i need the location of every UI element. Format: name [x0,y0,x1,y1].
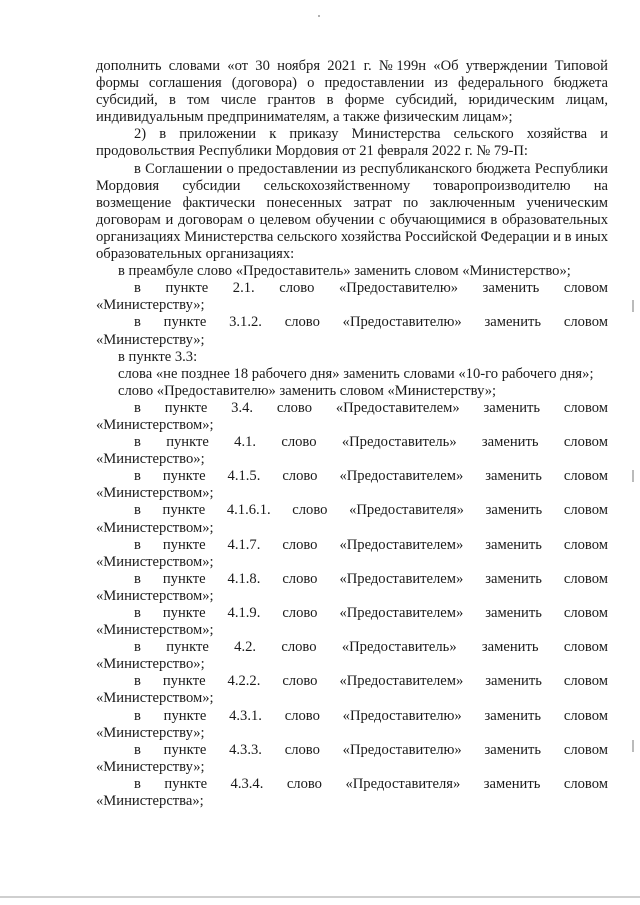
new-word: «Министерство»; [96,656,205,673]
word-label: слово [286,775,322,792]
new-word: «Министерством»; [96,622,214,639]
amendment-line [96,434,608,451]
with-word: словом [563,536,608,553]
word-label: слово [281,434,317,451]
replace-verb: заменить [484,314,542,331]
point-number: 4.1.5. [227,468,261,485]
word-label: слово [292,502,328,519]
paragraph-agreement: в Соглашении о предоставлении из республиканского бюджета Республики Мордовия субсидии сельскохозяйственному товаропроизводителю на возмещение фактически понесенных затрат по заключенным ученическим договорам и договорам о целевом обучении с обучающимися в образовательных организациях Министерства сельского хозяйства Российской Федерации и в иных образовательных организациях: [96,160,608,263]
document-body [96,58,608,810]
amendment-item [96,537,608,571]
replace-verb: заменить [485,673,542,690]
with-word: словом [563,502,608,519]
word-label: слово [284,707,320,724]
amendment-list-2 [96,400,608,810]
new-word: «Министерством»; [96,485,214,502]
word-label: слово [281,639,317,656]
old-word: «Предоставителем» [339,673,464,690]
amendment-line [96,708,608,725]
old-word: «Предоставитель» [341,434,457,451]
with-word: словом [563,605,608,621]
point-number: 4.2.2. [227,673,261,690]
old-word: «Предоставителю» [342,707,462,724]
paragraph-item-2: 2) в приложении к приказу Министерства сельского хозяйства и продовольствия Республики Мордовия от 21 февраля 2022 г. № 79-П: [96,126,608,160]
with-word: словом [563,280,608,297]
scan-edge-mark [632,470,634,482]
amendment-item [96,571,608,605]
word-label: слово [282,536,318,553]
with-word: словом [563,673,608,690]
with-word: словом [563,775,608,792]
amendment-line [96,742,608,759]
scan-speck [318,15,320,17]
amendment-line [96,468,608,485]
word-label: слово [282,468,318,485]
replace-verb: заменить [483,775,541,792]
point-word: пункте [162,536,206,553]
with-word: словом [563,468,608,485]
amendment-line [96,673,608,690]
point-number: 4.1.6.1. [226,502,271,519]
amendment-item [96,314,608,348]
new-word: «Министерству»; [96,297,205,314]
amendment-item [96,742,608,776]
old-word: «Предоставителем» [339,605,464,621]
new-word: «Министерством»; [96,416,214,433]
preposition: в [134,570,141,587]
point-number: 3.1.2. [229,314,262,331]
amendment-item [96,605,608,639]
point-3-3-change-a: слова «не позднее 18 рабочего дня» заменить словами «10-го рабочего дня»; [118,365,594,382]
amendment-item [96,434,608,468]
scan-edge-mark [632,740,634,752]
old-word: «Предоставителю» [339,280,459,297]
point-number: 4.3.1. [229,707,262,724]
preposition: в [134,673,141,690]
point-word: пункте [162,605,206,621]
point-word: пункте [164,399,208,416]
amendment-list-1 [96,280,608,348]
point-number: 4.1. [234,434,257,451]
with-word: словом [563,434,608,451]
old-word: «Предоставителем» [339,468,464,485]
word-label: слово [282,605,318,621]
point-word: пункте [162,468,206,485]
point-3-3-change-b: слово «Предоставителю» заменить словом «Министерству»; [118,382,497,399]
preposition: в [134,434,141,451]
replace-verb: заменить [484,741,542,758]
amendment-item [96,639,608,673]
word-label: слово [284,314,320,331]
replace-verb: заменить [485,536,542,553]
word-label: слово [276,399,313,416]
with-word: словом [563,399,608,416]
new-word: «Министерство»; [96,451,205,468]
amendment-item [96,776,608,810]
paragraph-preamble: в преамбуле слово «Предоставитель» заменить словом «Министерство»; [118,263,571,280]
with-word: словом [563,741,608,758]
replace-verb: заменить [482,280,540,297]
replace-verb: заменить [485,605,542,621]
replace-verb: заменить [481,639,539,656]
new-word: «Министерства»; [96,793,204,810]
preposition: в [134,502,141,519]
amendment-line [96,776,608,793]
preposition: в [134,741,141,758]
preposition: в [134,707,141,724]
with-word: словом [563,314,608,331]
old-word: «Предоставителем» [339,536,464,553]
scan-edge-mark [632,300,634,312]
point-word: пункте [166,639,209,656]
point-number: 4.1.8. [227,570,261,587]
word-label: слово [284,741,320,758]
preposition: в [134,536,141,553]
replace-verb: заменить [485,502,543,519]
point-word: пункте [163,707,207,724]
amendment-line [96,571,608,588]
new-word: «Министерству»; [96,331,205,348]
preposition: в [134,468,141,485]
amendment-line [96,400,608,417]
point-number: 4.3.3. [229,741,262,758]
preposition: в [134,314,141,331]
point-number: 3.4. [231,399,254,416]
with-word: словом [563,570,608,587]
old-word: «Предоставителю» [342,314,462,331]
replace-verb: заменить [485,468,542,485]
with-word: словом [563,639,608,656]
preposition: в [134,639,141,656]
old-word: «Предоставителем» [339,570,464,587]
replace-verb: заменить [481,434,539,451]
amendment-item [96,502,608,536]
new-word: «Министерством»; [96,690,214,707]
point-number: 4.3.4. [230,775,264,792]
old-word: «Предоставителем» [335,399,460,416]
point-word: пункте [162,570,206,587]
point-word: пункте [162,502,206,519]
word-label: слово [279,280,315,297]
point-3-3-heading: в пункте 3.3: [118,348,198,365]
preposition: в [134,775,141,792]
point-number: 2.1. [232,280,255,297]
point-word: пункте [166,434,209,451]
point-word: пункте [163,314,207,331]
preposition: в [134,399,141,416]
amendment-line [96,537,608,554]
new-word: «Министерству»; [96,724,205,741]
word-label: слово [282,570,318,587]
old-word: «Предоставителя» [345,775,461,792]
amendment-line [96,314,608,331]
replace-verb: заменить [484,707,542,724]
preposition: в [134,605,141,621]
new-word: «Министерству»; [96,758,205,775]
point-number: 4.1.7. [227,536,261,553]
amendment-line [96,280,608,297]
amendment-item [96,400,608,434]
scan-bottom-edge [0,896,640,898]
amendment-line [96,502,608,519]
point-word: пункте [165,280,209,297]
point-word: пункте [162,673,206,690]
replace-verb: заменить [483,399,541,416]
point-word: пункте [163,741,207,758]
amendment-item [96,673,608,707]
new-word: «Министерством»; [96,587,214,604]
point-number: 4.2. [234,639,257,656]
amendment-line [96,605,608,622]
amendment-item [96,708,608,742]
amendment-item [96,468,608,502]
amendment-item [96,280,608,314]
amendment-line [96,639,608,656]
with-word: словом [563,707,608,724]
new-word: «Министерством»; [96,519,214,536]
word-label: слово [282,673,318,690]
point-number: 4.1.9. [227,605,261,621]
old-word: «Предоставителю» [342,741,462,758]
point-word: пункте [164,775,208,792]
paragraph-continuation: дополнить словами «от 30 ноября 2021 г. №199н «Об утверждении Типовой формы соглашения (договора) о предоставлении из федерального бюджета субсидий, в том числе грантов в форме субсидий, юридическим лицам, индивидуальным предпринимателям, а также физическим лицам»; [96,58,608,126]
replace-verb: заменить [485,570,542,587]
new-word: «Министерством»; [96,553,214,570]
preposition: в [134,280,141,297]
old-word: «Предоставителя» [349,502,464,519]
old-word: «Предоставитель» [341,639,457,656]
